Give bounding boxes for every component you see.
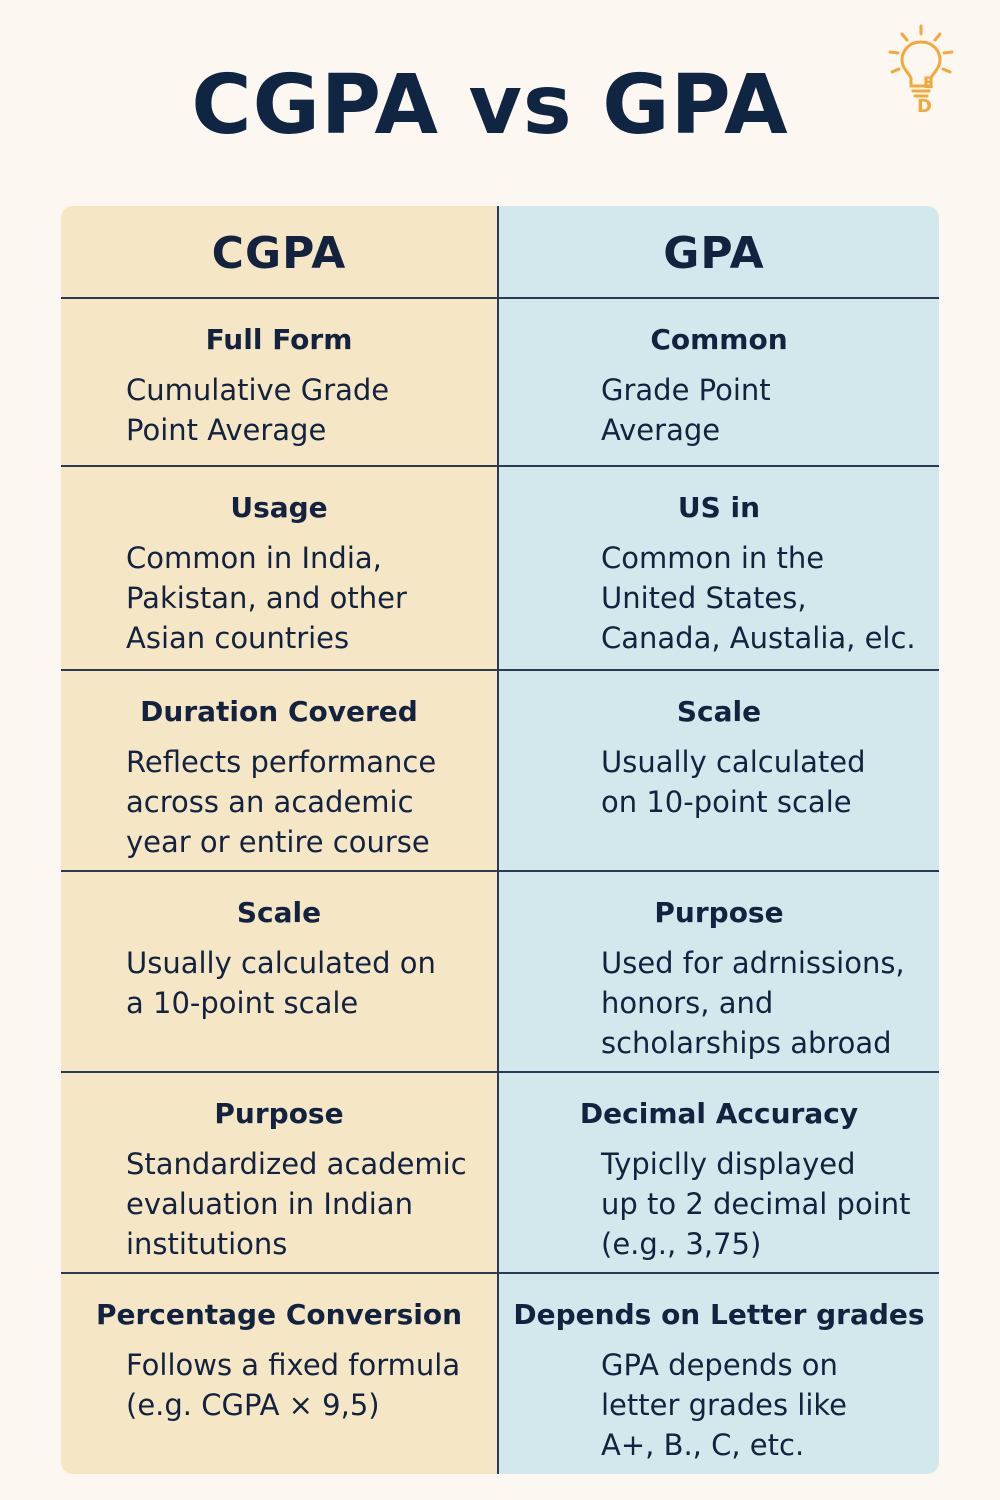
cgpa-cell bbox=[61, 1274, 499, 1474]
gpa-cell bbox=[499, 1073, 939, 1274]
logo-letter-e: E bbox=[923, 73, 934, 92]
cell-label: Scale bbox=[236, 896, 322, 929]
gpa-cell bbox=[499, 299, 939, 467]
header-cgpa-label: CGPA bbox=[211, 228, 347, 279]
cell-text: Common in India, Pakistan, and other Asian countries bbox=[126, 541, 407, 655]
logo-letter-d: D bbox=[917, 96, 932, 114]
cell-label: Percentage Conversion bbox=[95, 1298, 463, 1331]
cell-text: Typiclly displayed up to 2 decimal point (e.g., 3,75) bbox=[601, 1147, 911, 1261]
page-title: CGPA vs GPA bbox=[191, 58, 789, 153]
cell-text: Cumulative Grade Point Average bbox=[126, 373, 390, 447]
lightbulb-icon bbox=[884, 22, 958, 114]
cgpa-cell bbox=[61, 1073, 499, 1274]
cgpa-cell bbox=[61, 299, 499, 467]
cell-label: Depends on Letter grades bbox=[513, 1298, 925, 1331]
comparison-table bbox=[61, 206, 939, 1474]
cell-text: GPA depends on letter grades like A+, B., C, etc. bbox=[601, 1348, 848, 1462]
cell-label: Usage bbox=[230, 491, 328, 524]
cell-text: Used for adrnissions, honors, and scholarships abroad bbox=[601, 946, 905, 1060]
cell-label: Purpose bbox=[214, 1097, 344, 1130]
cell-label: Duration Covered bbox=[140, 695, 418, 728]
cell-text: Grade Point Average bbox=[601, 373, 771, 447]
cell-text: Usually calculated on 10-point scale bbox=[601, 745, 866, 819]
gpa-cell bbox=[499, 872, 939, 1073]
gpa-cell bbox=[499, 467, 939, 671]
cell-text: Common in the United States, Canada, Austalia, elc. bbox=[601, 541, 916, 655]
cell-label: Scale bbox=[676, 695, 762, 728]
cell-label: Full Form bbox=[205, 323, 353, 356]
header-gpa-label: GPA bbox=[663, 228, 765, 279]
cell-text: Reflects performance across an academic year or entire course bbox=[126, 745, 437, 859]
header-gpa bbox=[499, 206, 939, 299]
header-cgpa bbox=[61, 206, 499, 299]
gpa-cell bbox=[499, 1274, 939, 1474]
cgpa-cell bbox=[61, 671, 499, 872]
cell-label: US in bbox=[677, 491, 761, 524]
cell-text: Standardized academic evaluation in Indian institutions bbox=[126, 1147, 467, 1261]
cell-text: Follows a fixed formula (e.g. CGPA × 9,5) bbox=[126, 1348, 461, 1422]
cell-label: Decimal Accuracy bbox=[579, 1097, 859, 1130]
cell-text: Usually calculated on a 10-point scale bbox=[126, 946, 436, 1020]
cell-label: Common bbox=[650, 323, 788, 356]
cgpa-cell bbox=[61, 872, 499, 1073]
cgpa-cell bbox=[61, 467, 499, 671]
gpa-cell bbox=[499, 671, 939, 872]
cell-label: Purpose bbox=[654, 896, 784, 929]
